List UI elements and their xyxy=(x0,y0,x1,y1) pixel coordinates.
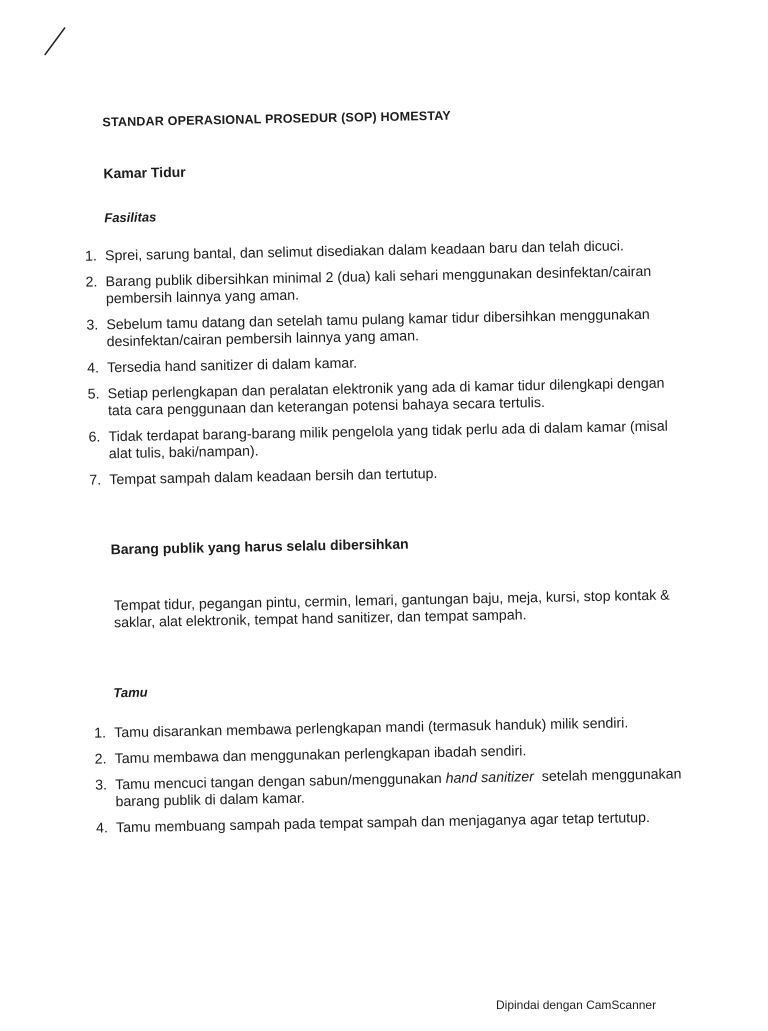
list-number: 4. xyxy=(87,360,100,377)
list-number: 3. xyxy=(86,317,99,334)
list-text-italic: hand sanitizer xyxy=(445,769,535,787)
list-item xyxy=(82,714,682,743)
list-text: Sprei, sarung bantal, dan selimut disediakan dalam keadaan baru dan telah dicuci. xyxy=(104,238,625,265)
list-number: 5. xyxy=(87,386,100,403)
list-text-part: Tamu mencuci tangan dengan sabun/menggunakan xyxy=(115,770,446,794)
list-text: Tamu disarankan membawa perlengkapan mandi (termasuk handuk) milik sendiri. xyxy=(114,715,629,742)
document-title: STANDAR OPERASIONAL PROSEDUR (SOP) HOMESTAY xyxy=(102,108,451,130)
list-item xyxy=(73,263,674,309)
list-number: 1. xyxy=(84,248,98,265)
list-text: Tidak terdapat barang-barang milik pengelola yang tidak perlu ada di dalam kamar (misal alat tulis, baki/nampan). xyxy=(108,418,668,463)
section-heading-barang-publik: Barang publik yang harus selalu dibersihkan xyxy=(110,535,409,558)
list-text: Sebelum tamu datang dan setelah tamu pulang kamar tidur dibersihkan menggunakan desinfektan/cairan pembersih lainnya yang aman. xyxy=(106,306,650,351)
list-item xyxy=(74,306,675,352)
list-item xyxy=(77,461,677,490)
list-number: 7. xyxy=(89,472,102,489)
list-item xyxy=(73,237,673,266)
fasilitas-list xyxy=(73,237,678,498)
list-item xyxy=(76,375,677,421)
list-text-part: setelah menggunakan barang publik di dalam kamar. xyxy=(115,766,686,811)
list-text: Tempat sampah dalam keadaan bersih dan tertutup. xyxy=(109,465,438,489)
tamu-list xyxy=(82,714,684,846)
list-text: Tamu membawa dan menggunakan perlengkapan ibadah sendiri. xyxy=(114,743,527,768)
section-heading-kamar-tidur: Kamar Tidur xyxy=(103,163,186,182)
list-item xyxy=(75,349,675,378)
subheading-tamu: Tamu xyxy=(113,684,148,701)
list-number: 1. xyxy=(94,725,107,742)
list-text: Setiap perlengkapan dan peralatan elektronik yang ada di kamar tidur dilengkapi dengan tata cara penggunaan dan keterangan potensi bahaya secara tertulis. xyxy=(107,375,665,420)
list-item xyxy=(83,766,684,812)
pen-stroke-mark xyxy=(43,26,68,56)
list-text: Tamu membuang sampah pada tempat sampah dan menjaganya agar tetap tertutup. xyxy=(115,809,651,837)
list-item xyxy=(76,418,677,464)
list-text: Tersedia hand sanitizer di dalam kamar. xyxy=(107,355,358,377)
list-number: 3. xyxy=(95,777,108,794)
list-number: 2. xyxy=(85,274,98,291)
list-number: 2. xyxy=(94,751,107,768)
scanner-footer-note: Dipindai dengan CamScanner xyxy=(496,998,657,1012)
list-number: 6. xyxy=(88,429,101,446)
subheading-fasilitas: Fasilitas xyxy=(104,209,157,226)
paragraph-line: Tempat tidur, pegangan pintu, cermin, lemari, gantungan baju, meja, kursi, stop kontak & xyxy=(113,587,670,615)
list-number: 4. xyxy=(95,820,109,837)
list-item xyxy=(83,740,683,769)
list-text: Barang publik dibersihkan minimal 2 (dua) kali sehari menggunakan desinfektan/cairan pembersih lainnya yang aman. xyxy=(105,263,652,308)
barang-publik-paragraph xyxy=(114,587,705,632)
list-item xyxy=(84,809,684,838)
paragraph-line: saklar, alat elektronik, tempat hand sanitizer, dan tempat sampah. xyxy=(113,607,527,632)
